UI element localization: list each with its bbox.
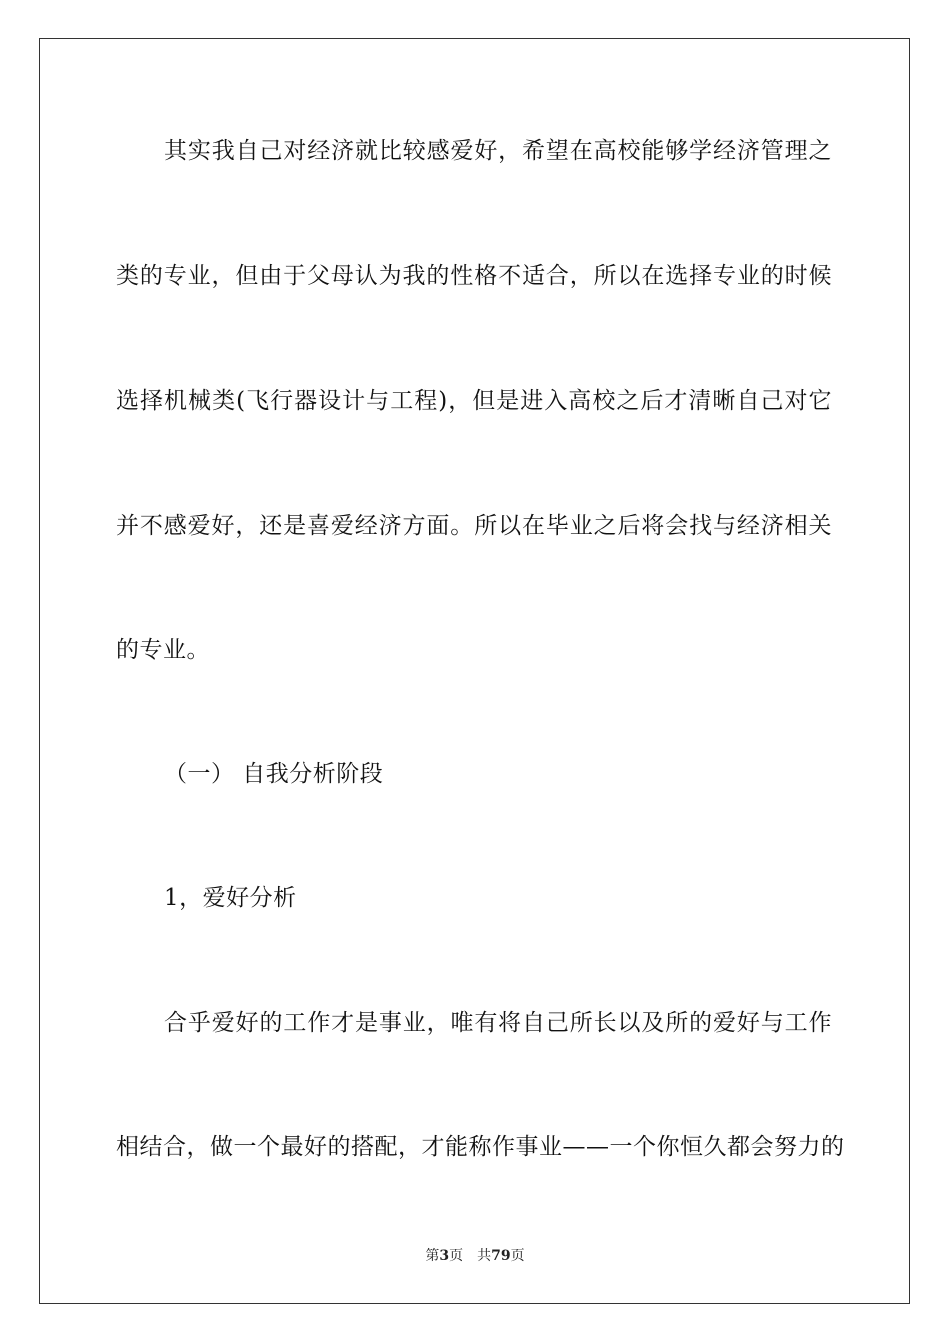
paragraph-line-5: 的专业。 bbox=[116, 637, 210, 663]
total-prefix: 共 bbox=[477, 1248, 492, 1264]
paragraph-line-6: 合乎爱好的工作才是事业，唯有将自己所长以及所的爱好与工作 bbox=[164, 1010, 832, 1036]
paragraph-line-2: 类的专业，但由于父母认为我的性格不适合，所以在选择专业的时候 bbox=[116, 263, 832, 289]
page-suffix: 页 bbox=[449, 1248, 464, 1264]
subsection-heading: 1，爱好分析 bbox=[164, 885, 297, 911]
page-prefix: 第 bbox=[425, 1248, 440, 1264]
total-suffix: 页 bbox=[510, 1248, 525, 1264]
paragraph-line-4: 并不感爱好，还是喜爱经济方面。所以在毕业之后将会找与经济相关 bbox=[116, 513, 832, 539]
page-number: 3 bbox=[439, 1248, 450, 1264]
total-pages: 79 bbox=[491, 1248, 511, 1264]
paragraph-line-3: 选择机械类(飞行器设计与工程)，但是进入高校之后才清晰自己对它 bbox=[116, 388, 832, 414]
paragraph-line-7: 相结合，做一个最好的搭配，才能称作事业——一个你恒久都会努力的 bbox=[116, 1134, 845, 1160]
section-heading: （一） 自我分析阶段 bbox=[164, 761, 384, 787]
page-footer bbox=[0, 1246, 950, 1266]
paragraph-line-1: 其实我自己对经济就比较感爱好，希望在高校能够学经济管理之 bbox=[164, 138, 832, 164]
page-border bbox=[39, 38, 910, 1304]
